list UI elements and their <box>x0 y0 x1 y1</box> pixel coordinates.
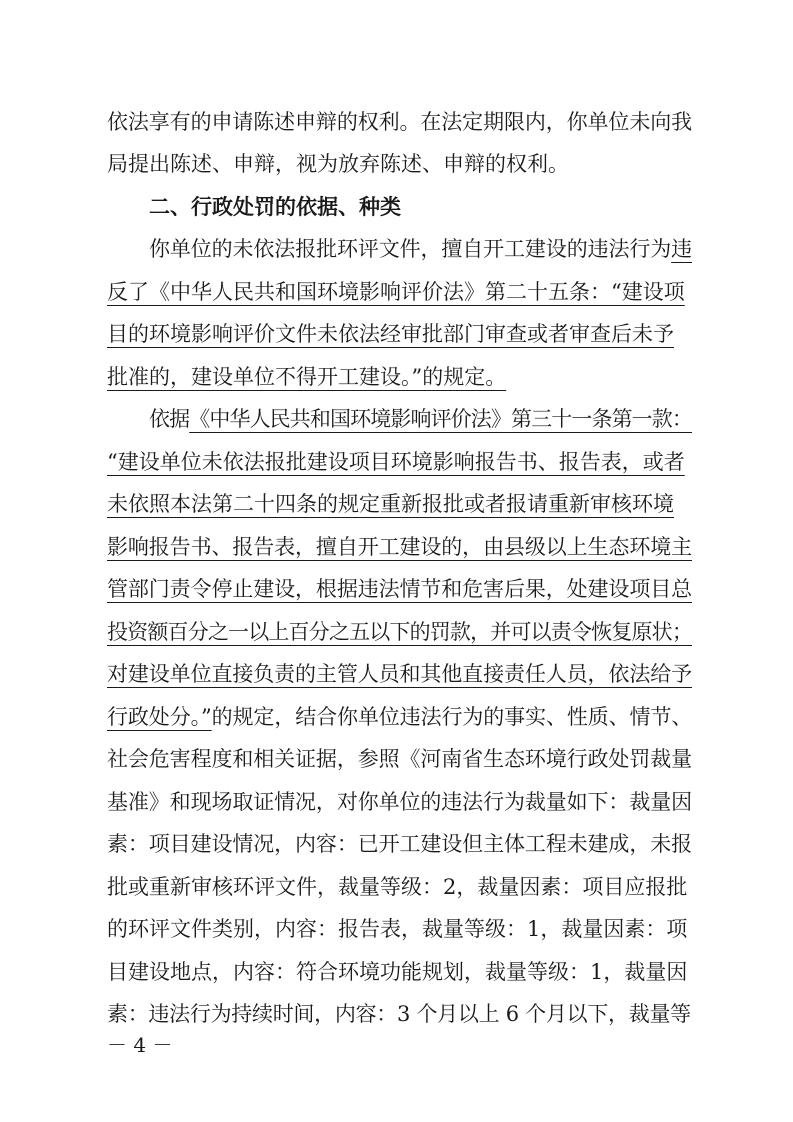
text-line <box>107 868 692 906</box>
section-heading <box>149 188 692 226</box>
text-line <box>107 315 692 353</box>
text-line <box>107 358 692 396</box>
text-line <box>107 655 692 693</box>
text-segment: 社会危害程度和相关证据，参照《河南省生态环境行政处罚裁量 <box>107 747 692 771</box>
text-line <box>107 783 692 821</box>
underlined-text-segment: 未依照本法第二十四条的规定重新报批或者报请重新审核环境 <box>107 492 674 516</box>
text-line <box>107 485 692 523</box>
text-segment: 批或重新审核环评文件，裁量等级：2，裁量因素：项目应报批 <box>107 875 688 899</box>
text-line <box>107 995 692 1033</box>
text-line <box>107 273 692 311</box>
text-line <box>107 698 692 736</box>
underlined-text-segment: 反了《中华人民共和国环境影响评价法》第二十五条：“建设项 <box>107 280 685 304</box>
text-segment: 的环评文件类别，内容：报告表，裁量等级：1，裁量因素：项 <box>107 917 688 941</box>
text-segment: 的规定，结合你单位违法行为的事实、性质、情节、 <box>211 705 692 729</box>
text-line <box>149 230 692 268</box>
underlined-text-segment: 影响报告书、报告表，擅自开工建设的，由县级以上生态环境主 <box>107 535 692 559</box>
underlined-text-segment: 管部门责令停止建设，根据违法情节和危害后果，处建设项目总 <box>107 577 692 601</box>
underlined-text-segment: 《中华人民共和国环境影响评价法》第三十一条第一款： <box>189 407 692 431</box>
text-segment: 局提出陈述、申辩，视为放弃陈述、申辩的权利。 <box>107 152 569 176</box>
text-line <box>107 145 692 183</box>
underlined-text-segment: 批准的，建设单位不得开工建设。”的规定。 <box>107 365 507 389</box>
text-line <box>107 613 692 651</box>
text-line <box>107 910 692 948</box>
underlined-text-segment: 行政处分。” <box>107 705 212 729</box>
page-number: － 4 － <box>107 1033 173 1057</box>
text-line <box>107 443 692 481</box>
text-segment: 二、行政处罚的依据、种类 <box>149 195 401 219</box>
text-segment: 目建设地点，内容：符合环境功能规划，裁量等级：1，裁量因 <box>107 960 688 984</box>
text-segment: 基准》和现场取证情况，对你单位的违法行为裁量如下：裁量因 <box>107 790 692 814</box>
text-line <box>107 103 692 141</box>
text-segment: 依据 <box>149 407 190 431</box>
underlined-text-segment: 目的环境影响评价文件未依法经审批部门审查或者审查后未予 <box>107 322 674 346</box>
text-line <box>107 570 692 608</box>
text-line <box>107 825 692 863</box>
underlined-text-segment: 投资额百分之一以上百分之五以下的罚款，并可以责令恢复原状； <box>107 620 692 644</box>
text-segment: 素：违法行为持续时间，内容：3 个月以上 6 个月以下，裁量等 <box>107 1002 691 1026</box>
text-line <box>107 740 692 778</box>
text-line <box>149 400 692 438</box>
text-segment: 你单位的未依法报批环评文件，擅自开工建设的违法行为 <box>149 237 672 261</box>
text-line <box>107 953 692 991</box>
text-segment: 依法享有的申请陈述申辩的权利。在法定期限内，你单位未向我 <box>107 110 692 134</box>
text-line <box>107 528 692 566</box>
underlined-text-segment: “建设单位未依法报批建设项目环境影响报告书、报告表，或者 <box>107 450 685 474</box>
underlined-text-segment: 违 <box>671 237 692 261</box>
text-segment: 素：项目建设情况，内容：已开工建设但主体工程未建成，未报 <box>107 832 692 856</box>
underlined-text-segment: 对建设单位直接负责的主管人员和其他直接责任人员，依法给予 <box>107 662 692 686</box>
